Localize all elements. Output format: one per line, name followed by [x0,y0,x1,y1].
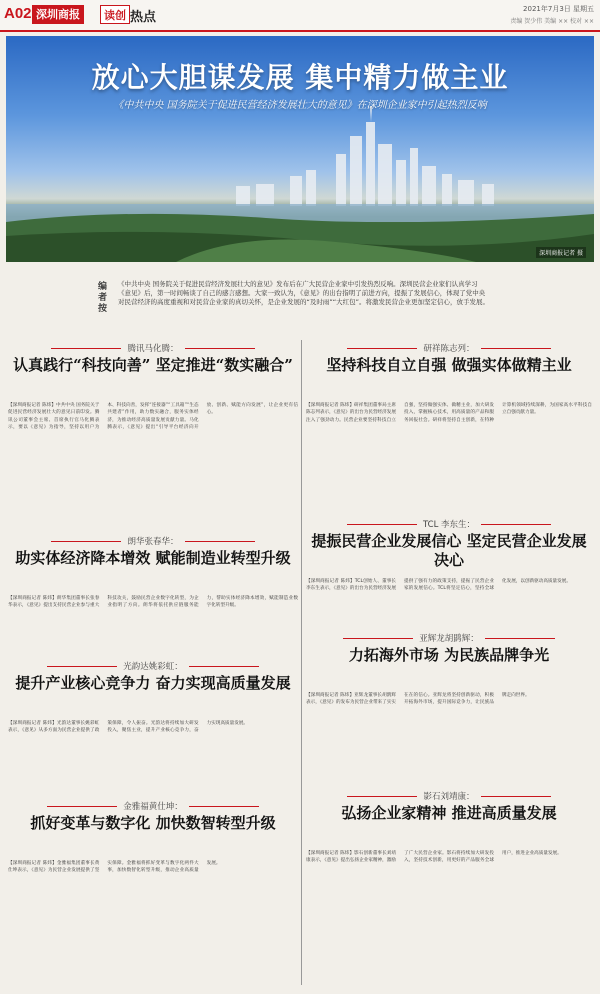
story-headline: 认真践行“科技向善” 坚定推进“数实融合” [13,356,293,374]
story-label: 研祥陈志列： [306,342,592,354]
story-label: 影石刘靖康： [306,790,592,802]
story-body: 【深圳商报记者 陈炜】研祥集团董事局主席陈志列表示，《意见》的出台为民营经济发展注入了强劲动力。民营企业要坚持科技自立自强，坚持做强实体、做精主业，加大研发投入，掌握核心技术，用高质量的产品和服务回报社会。研祥将坚持自主创新，在特种计算机领域持续深耕，为国家高水平科技自立自强贡献力量。 [306,403,592,423]
editor-note-text: 《中共中央 国务院关于促进民营经济发展壮大的意见》发布后在广大民营企业家中引发热烈反响。深圳民营企业家们认真学习《意见》后，第一时间畅谈了自己的感言感想。大家一致认为，《意见》的出台指明了前进方向，提振了发展信心，体现了党中央对民营经济的高度重视和对民营企业家的真切关怀，是企业发展的“及时雨”“大红包”。将激发民营企业更加坚定信心，放手发展。 [118,280,489,306]
story-ma-huateng [8,342,298,532]
story-body: 【深圳商报记者 陈炜】TCL创始人、董事长李东生表示，《意见》的出台为民营经济发展提供了强有力的政策支持，提振了民营企业家的发展信心。TCL将坚定信心，坚持全球化发展，以创新驱动高质量发展。 [306,579,571,592]
issue-date: 2021年7月3日 星期五 [523,5,594,13]
column-divider [301,340,302,985]
story-body: 【深圳商报记者 陈炜】影石创新董事长刘靖康表示，《意见》提出弘扬企业家精神，激励了广大民营企业家。影石将持续加大研发投入，坚持技术创新，用更好的产品服务全球用户，推进企业高质量发展。 [306,851,562,864]
story-label: 金雅福黄仕坤： [8,800,298,812]
story-chen-zhilie [306,342,592,512]
story-label: 亚辉龙胡鹍辉： [306,632,592,644]
editor-note [98,280,490,328]
story-label: 腾讯马化腾： [8,342,298,354]
story-hu-kunhui [306,632,592,782]
editor-note-tag: 编者按 [98,282,108,314]
photo-credit: 深圳商报记者 摄 [536,247,586,258]
story-huang-shikun [8,800,298,985]
story-label: 光韵达姚彩虹： [8,660,298,672]
story-label: 朗华张春华： [8,535,298,547]
masthead [0,0,600,32]
story-headline: 抓好变革与数字化 加快数智转型升级 [30,814,276,832]
story-headline: 弘扬企业家精神 推进高质量发展 [341,804,557,822]
section-title: 热点 [130,10,157,25]
brand-sub-badge: 读创 [100,5,130,24]
story-headline: 提升产业核心竞争力 奋力实现高质量发展 [15,674,291,692]
hero-banner [6,36,594,262]
story-body: 【深圳商报记者 陈炜】亚辉龙董事长胡鹍辉表示，《意见》的发布为民营企业带来了实实在在的信心。亚辉龙将坚持创新驱动，积极开拓海外市场，提升国际竞争力，让民族品牌走向世界。 [306,693,530,706]
story-body: 【深圳商报记者 陈炜】金雅福集团董事长黄仕坤表示，《意见》为民营企业发展提供了坚实保障。金雅福将抓好变革与数字化两件大事，加快数智化转型升级，推动企业高质量发展。 [8,861,221,874]
story-headline: 提振民营企业发展信心 坚定民营企业发展决心 [311,532,587,569]
story-headline: 力拓海外市场 为民族品牌争光 [348,646,550,664]
hero-subtitle: 《中共中央 国务院关于促进民营经济发展壮大的意见》在深圳企业家中引起热烈反响 [113,100,487,111]
staff-credits: 责编 贺少伟 美编 ×× 校对 ×× [510,18,594,25]
story-body: 【深圳商报记者 陈炜】中共中央 国务院关于促进民营经济发展壮大的意见日前印发。腾讯公司董事会主席、首席执行官马化腾表示，要以《意见》为指导，坚持以用户为本、科技向善，发挥“连接器”“工具箱”“生态共建者”作用，助力数实融合，服务实体经济，为推动经济高质量发展贡献力量。马化腾表示，《意见》提出“引导平台经济向开放、创新、赋能方向发展”，让企业更有信心。 [8,403,298,431]
story-body: 【深圳商报记者 陈炜】朗华集团董事长张春华表示，《意见》提出支持民营企业参与重大科技攻关，鼓励民营企业数字化转型，为企业指明了方向。朗华将依托供应链服务能力，帮助实体经济降本增效，赋能制造业数字化转型升级。 [8,596,298,609]
hero-title: 放心大胆谋发展 集中精力做主业 [91,61,509,94]
story-liu-jingkang [306,790,592,985]
story-label: TCL 李东生： [306,518,592,530]
story-body: 【深圳商报记者 陈炜】光韵达董事长姚彩虹表示，《意见》从多方面为民营企业提供了政策保障，令人振奋。光韵达将持续加大研发投入，聚焦主业，提升产业核心竞争力，奋力实现高质量发展。 [8,721,249,734]
story-yao-caihong [8,660,298,790]
story-headline: 坚持科技自立自强 做强实体做精主业 [326,356,572,374]
story-li-dongsheng [306,518,592,628]
story-zhang-chunhua [8,535,298,655]
page-number: A02 [4,5,32,22]
story-headline: 助实体经济降本增效 赋能制造业转型升级 [15,549,291,567]
newspaper-brand: 深圳商报 [32,5,84,24]
